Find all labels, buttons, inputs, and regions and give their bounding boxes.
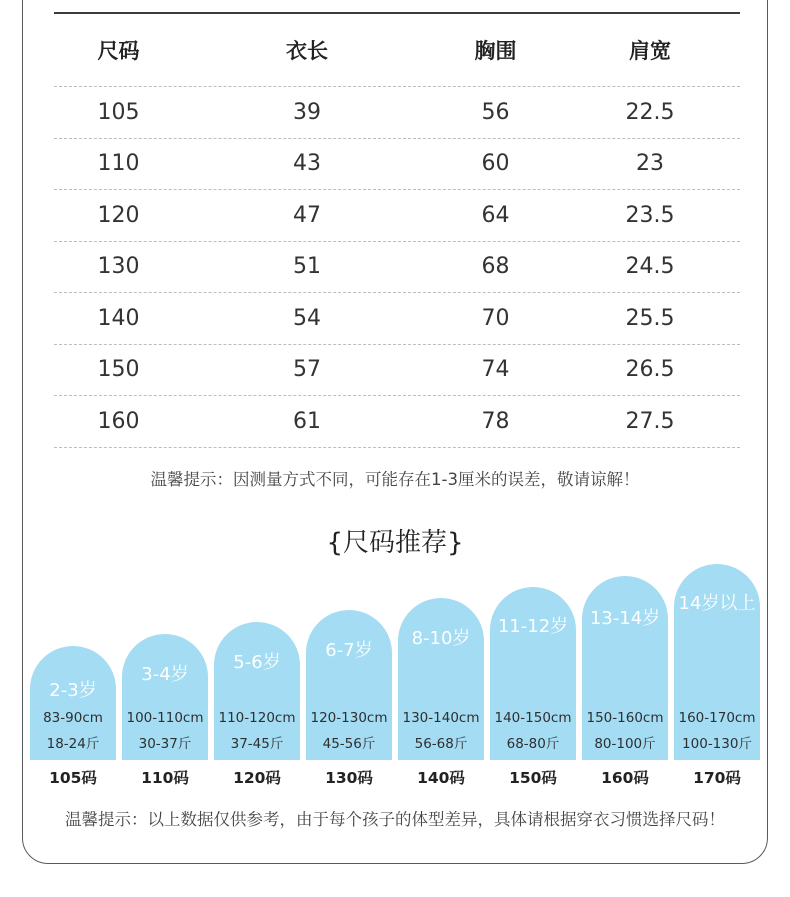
recommend-size-label: 140码 <box>417 769 465 787</box>
cell-chest: 60 <box>481 151 510 177</box>
cell-shoulder: 27.5 <box>625 408 675 434</box>
table-row <box>54 242 740 294</box>
table-row <box>54 190 740 242</box>
card-age: 2-3岁 <box>49 680 97 701</box>
recommend-card-130 <box>306 610 392 760</box>
cell-length: 39 <box>293 99 321 125</box>
cell-size: 120 <box>97 202 140 228</box>
card-height: 160-170cm <box>678 710 756 726</box>
table-row <box>54 345 740 397</box>
recommend-card-160 <box>582 576 668 760</box>
card-weight: 18-24斤 <box>46 736 100 752</box>
card-weight: 37-45斤 <box>230 736 284 752</box>
recommend-title: {尺码推荐} <box>326 528 464 558</box>
card-age: 6-7岁 <box>325 640 373 661</box>
recommend-size-label: 110码 <box>141 769 189 787</box>
cell-length: 47 <box>293 202 321 228</box>
card-age: 3-4岁 <box>141 664 189 685</box>
recommend-size-label: 150码 <box>509 769 557 787</box>
cell-shoulder: 24.5 <box>625 254 675 280</box>
cell-size: 130 <box>97 254 140 280</box>
cell-size: 160 <box>97 408 140 434</box>
cell-chest: 56 <box>481 99 510 125</box>
table-row <box>54 87 740 139</box>
table-row <box>54 396 740 448</box>
recommend-note: 温馨提示：以上数据仅供参考，由于每个孩子的体型差异，具体请根据穿衣习惯选择尺码！ <box>65 810 725 829</box>
card-age: 8-10岁 <box>411 628 471 649</box>
cell-chest: 68 <box>481 254 510 280</box>
header-length: 衣长 <box>286 39 328 63</box>
cell-length: 43 <box>293 151 321 177</box>
card-weight: 30-37斤 <box>138 736 192 752</box>
card-height: 110-120cm <box>218 710 296 726</box>
recommend-card-120 <box>214 622 300 760</box>
size-table <box>54 14 740 448</box>
card-weight: 100-130斤 <box>682 736 752 752</box>
recommend-size-label: 130码 <box>325 769 373 787</box>
cell-shoulder: 26.5 <box>625 357 675 383</box>
cell-chest: 70 <box>481 305 510 331</box>
cell-length: 57 <box>293 357 321 383</box>
recommend-size-label: 105码 <box>49 769 97 787</box>
cell-size: 150 <box>97 357 140 383</box>
card-weight: 80-100斤 <box>594 736 656 752</box>
header-chest: 胸围 <box>474 39 517 63</box>
card-weight: 68-80斤 <box>506 736 560 752</box>
recommend-card-140 <box>398 598 484 760</box>
recommend-size-label: 170码 <box>693 769 741 787</box>
card-height: 100-110cm <box>126 710 204 726</box>
card-height: 150-160cm <box>586 710 664 726</box>
recommend-card-170 <box>674 564 760 760</box>
cell-shoulder: 25.5 <box>625 305 675 331</box>
recommend-size-label: 120码 <box>233 769 281 787</box>
header-size: 尺码 <box>97 39 140 63</box>
cell-length: 54 <box>293 305 321 331</box>
card-weight: 56-68斤 <box>414 736 468 752</box>
cell-size: 105 <box>97 99 140 125</box>
cell-shoulder: 23 <box>636 151 664 177</box>
measurement-note: 温馨提示：因测量方式不同，可能存在1-3厘米的误差，敬请谅解！ <box>150 470 640 489</box>
card-weight: 45-56斤 <box>322 736 376 752</box>
card-age: 5-6岁 <box>233 652 281 673</box>
cell-chest: 78 <box>481 408 510 434</box>
table-row <box>54 293 740 345</box>
recommend-card-110 <box>122 634 208 760</box>
cell-length: 51 <box>293 254 321 280</box>
cell-shoulder: 23.5 <box>625 202 675 228</box>
card-age: 11-12岁 <box>497 616 569 637</box>
recommend-card-105 <box>30 646 116 760</box>
table-row <box>54 139 740 191</box>
cell-size: 140 <box>97 305 140 331</box>
cell-length: 61 <box>293 408 321 434</box>
card-height: 83-90cm <box>43 710 103 726</box>
card-height: 120-130cm <box>310 710 388 726</box>
recommend-card-150 <box>490 587 576 760</box>
card-age: 13-14岁 <box>589 608 661 629</box>
card-height: 140-150cm <box>494 710 572 726</box>
cell-size: 110 <box>97 151 140 177</box>
cell-shoulder: 22.5 <box>625 99 675 125</box>
card-age: 14岁以上 <box>678 593 756 614</box>
card-height: 130-140cm <box>402 710 480 726</box>
cell-chest: 74 <box>481 357 510 383</box>
header-shoulder: 肩宽 <box>629 39 671 63</box>
table-header-row <box>54 14 740 87</box>
cell-chest: 64 <box>481 202 510 228</box>
recommend-size-label: 160码 <box>601 769 649 787</box>
